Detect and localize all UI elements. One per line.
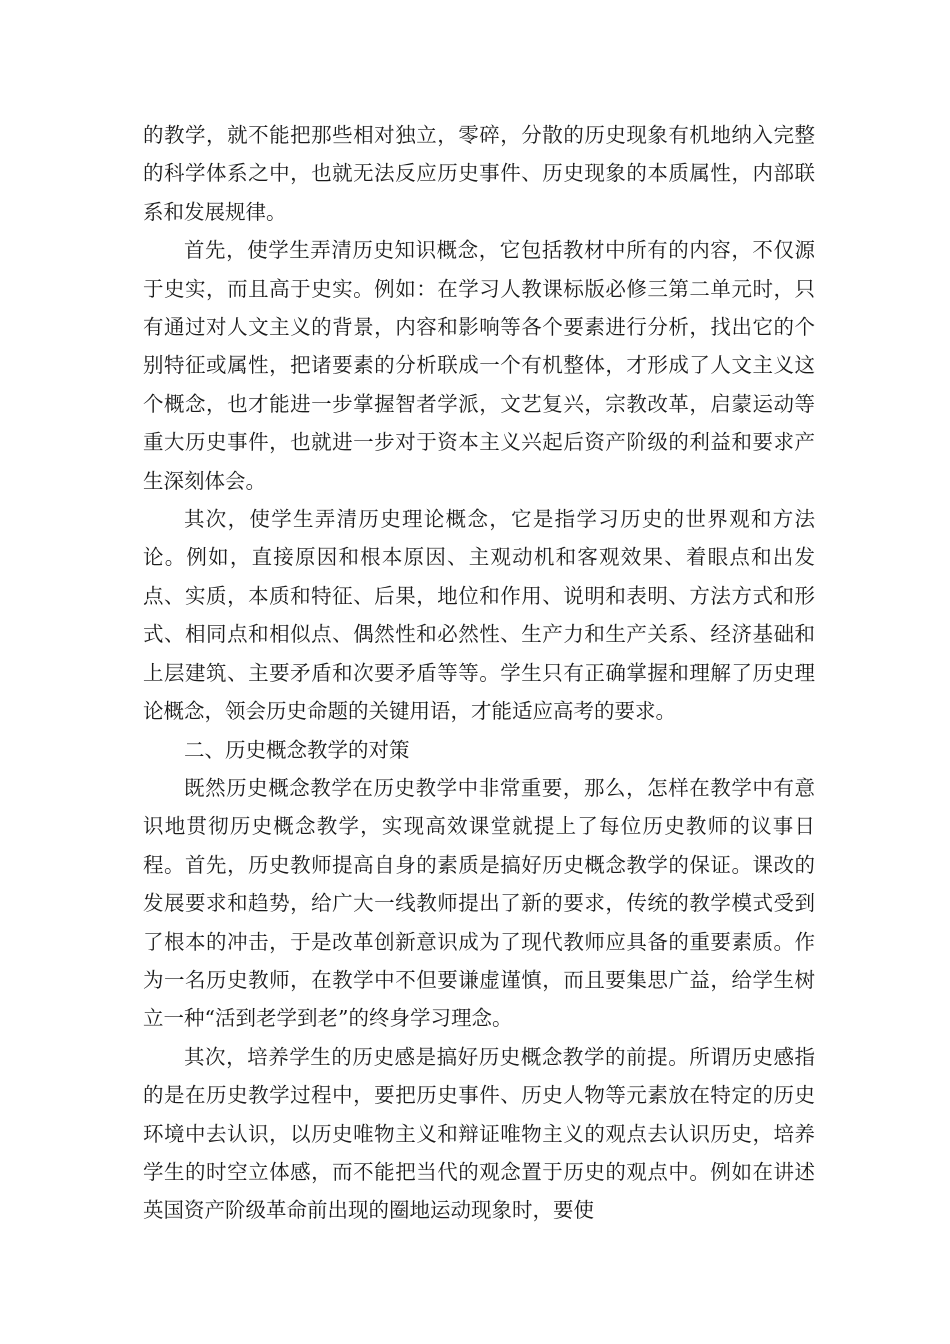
paragraph-historical-theory-concept: 其次，使学生弄清历史理论概念，它是指学习历史的世界观和方法论。例如，直接原因和根本原因、主观动机和客观效果、着眼点和出发点、实质，本质和特征、后果，地位和作用、说明和表明、方法方式和形式、相同点和相似点、偶然性和必然性、生产力和生产关系、经济基础和上层建筑、主要矛盾和次要矛盾等等。学生只有正确掌握和理解了历史理论概念，领会历史命题的关键用语，才能适应高考的要求。 (143, 507, 815, 724)
paragraph-historical-sense: 其次，培养学生的历史感是搞好历史概念教学的前提。所谓历史感指的是在历史教学过程中，要把历史事件、历史人物等元素放在特定的历史环境中去认识，以历史唯物主义和辩证唯物主义的观点去认识历史，培养学生的时空立体感，而不能把当代的观念置于历史的观点中。例如在讲述英国资产阶级革命前出现的圈地运动现象时，要使 (143, 1044, 815, 1223)
paragraph-continuation: 的教学，就不能把那些相对独立，零碎，分散的历史现象有机地纳入完整的科学体系之中，也就无法反应历史事件、历史现象的本质属性，内部联系和发展规律。 (143, 123, 815, 224)
document-body (143, 116, 815, 1230)
paragraph-historical-knowledge-concept: 首先，使学生弄清历史知识概念，它包括教材中所有的内容，不仅源于史实，而且高于史实。例如：在学习人教课标版必修三第二单元时，只有通过对人文主义的背景，内容和影响等各个要素进行分析，找出它的个别特征或属性，把诸要素的分析联成一个有机整体，才形成了人文主义这个概念，也才能进一步掌握智者学派，文艺复兴，宗教改革，启蒙运动等重大历史事件，也就进一步对于资本主义兴起后资产阶级的利益和要求产生深刻体会。 (143, 238, 815, 493)
paragraph-teacher-quality: 既然历史概念教学在历史教学中非常重要，那么，怎样在教学中有意识地贯彻历史概念教学，实现高效课堂就提上了每位历史教师的议事日程。首先，历史教师提高自身的素质是搞好历史概念教学的保证。课改的发展要求和趋势，给广大一线教师提出了新的要求，传统的教学模式受到了根本的冲击，于是改革创新意识成为了现代教师应具备的重要素质。作为一名历史教师，在教学中不但要谦虚谨慎，而且要集思广益，给学生树立一种“活到老学到老”的终身学习理念。 (143, 775, 815, 1031)
section-heading-countermeasures: 二、历史概念教学的对策 (184, 737, 410, 762)
